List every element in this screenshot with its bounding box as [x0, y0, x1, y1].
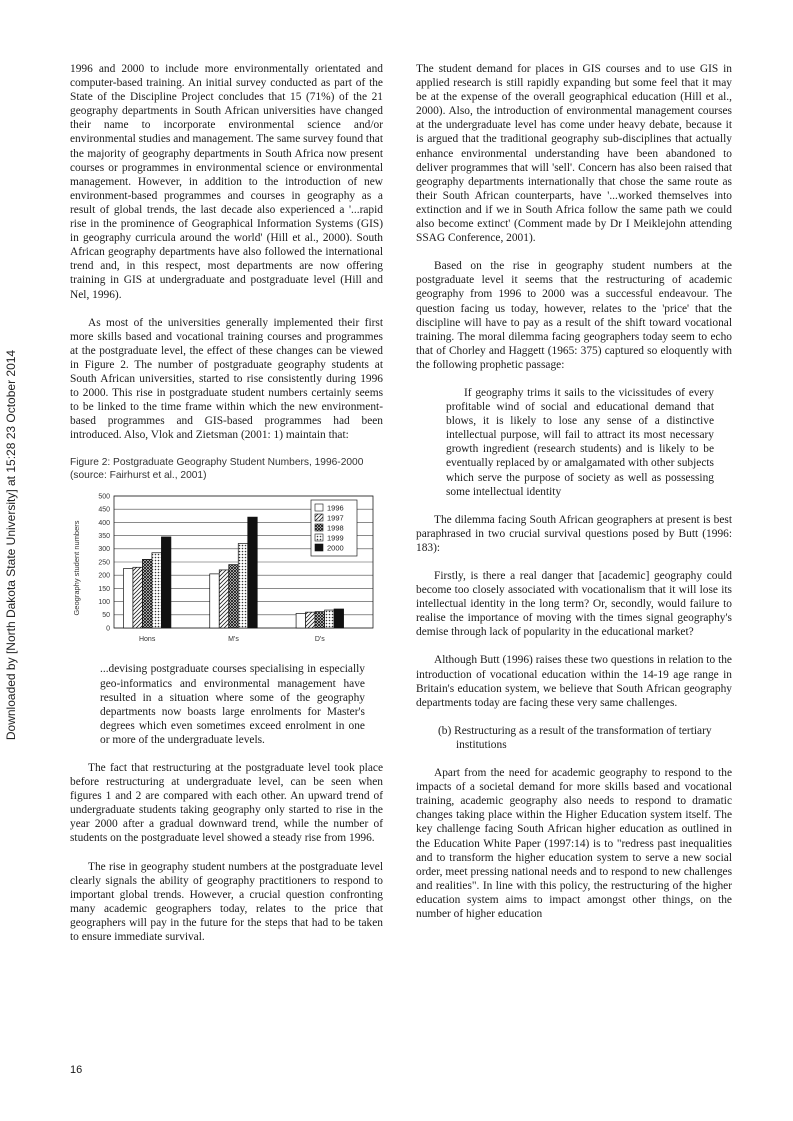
y-tick-label: 450: [98, 507, 110, 515]
chart-bar: [123, 569, 133, 628]
legend-swatch: [315, 514, 323, 521]
figure-caption: Figure 2: Postgraduate Geography Student Numbers, 1996-2000 (source: Fairhurst et al., 2001): [70, 457, 364, 482]
legend-label: 1996: [327, 503, 344, 513]
x-category-label: Hons: [138, 636, 156, 644]
legend-label: 1997: [327, 513, 344, 523]
right-paragraph-3: The dilemma facing South African geographers at present is best paraphrased in two crucial survival questions posed by Butt (1996: 183):: [416, 513, 732, 554]
legend-swatch: [315, 504, 323, 511]
x-category-label: D's: [314, 636, 325, 644]
chart-bar: [334, 609, 344, 628]
chart-bar: [161, 537, 171, 628]
legend-swatch: [315, 524, 323, 531]
right-paragraph-4: Firstly, is there a real danger that [academic] geography could become too closely associated with vocationalism that it will lose its intellectual identity in the long term? Or, secondly, would failure to realise the importance of moving with the times signal geography's demise through lack of popularity in the educational market?: [416, 570, 732, 639]
chart-bar: [152, 553, 162, 628]
right-paragraph-6: Apart from the need for academic geography to respond to the impacts of a societal demand for more skills based and vocational training, academic geography also needs to respond to dramatic changes taking place within the Higher Education system itself. The key challenge facing South African higher education as outlined in the Education White Paper (1997:14) is to "redress past inequalities and to transform the higher education system to serve a new social order, meet pressing national needs and to respond to new challenges and realities". In line with this policy, the restructuring of the higher education system aims to impact amongst other things, on the number of higher education: [416, 767, 732, 920]
download-watermark-text: Downloaded by [North Dakota State University] at 15:28 23 October 2014: [4, 349, 18, 741]
right-column: [416, 62, 732, 921]
chart-bar: [325, 610, 335, 628]
y-tick-label: 350: [98, 533, 110, 541]
chart-bar: [296, 614, 306, 629]
student-numbers-bar-chart: [70, 490, 383, 648]
chart-bar: [229, 565, 239, 628]
left-block-quote: ...devising postgraduate courses specialising in especially geo-informatics and environmental management have resulted in a situation where some of the geography departments now boasts large enrolments for Master's degrees which even sometimes exceed enrolment in one or more of the undergraduate levels.: [100, 663, 365, 746]
left-paragraph-4: The rise in geography student numbers at the postgraduate level clearly signals the ability of geography practitioners to respond to important global trends. However, a crucial question confronting many academic geographers today, relates to the price that geographers will pay in the future for the steps that had to be taken to ensure immediate survival.: [70, 860, 383, 944]
right-paragraph-5: Although Butt (1996) raises these two questions in relation to the introduction of vocational education within the 14-19 age range in Britain's education system, we believe that South African geography departments today are facing these very same challenges.: [416, 654, 732, 709]
right-paragraph-1: The student demand for places in GIS courses and to use GIS in applied research is still rapidly expanding but some feel that it may be at the expense of the overall geographical education (Hill et al., 2000). Also, the introduction of environmental management courses at the undergraduate level has come under heavy debate, because it is argued that the traditional geography sub-disciplines that actually enhance environmental understanding have been abandoned to deliver programmes that will 'sell'. Concern has also been raised that geography departments internationally that chose the same route as their South African counterparts, have '...worked themselves into extinction and if we in South Africa follow the same path we could also become extinct' (Comment made by Dr I Meiklejohn attending SSAG Conference, 2001).: [416, 63, 732, 245]
chart-bar: [248, 518, 258, 629]
y-tick-label: 400: [98, 520, 110, 528]
x-category-label: M's: [228, 636, 239, 644]
download-watermark: [0, 330, 22, 760]
left-column: [70, 62, 383, 944]
chart-y-axis-label: Geography student numbers: [72, 520, 81, 616]
chart-bar: [306, 613, 316, 629]
left-paragraph-2: As most of the universities generally implemented their first more skills based and vocational training courses and programmes at the postgraduate level, the effect of these changes can be viewed in Figure 2. The number of postgraduate geography students at South African universities, started to rise consistently during 1996 to 2000. This rise in postgraduate student numbers certainly seems to be linked to the time frame within which the new environment-based programmes and GIS-based programmes had been introduced. Also, Vlok and Zietsman (2001: 1) maintain that:: [70, 316, 383, 442]
y-tick-label: 150: [98, 586, 110, 594]
right-paragraph-2: Based on the rise in geography student numbers at the postgraduate level it seems that the restructuring of academic geography from 1996 to 2000 was a successful endeavour. The question facing us today, however, relates to the 'price' that the discipline will have to pay as a result of the shift toward vocational training. The moral dilemma facing geographers today seem to echo that of Chorley and Haggett (1965: 375) captured so eloquently with the following prophetic passage:: [416, 260, 732, 371]
left-paragraph-1: 1996 and 2000 to include more environmentally orientated and computer-based training. An initial survey conducted as part of the State of the Discipline Project concludes that 15 (71%) of the 21 geography departments in South African universities have changed their name to incorporate environmental science and/or environmental studies and management. The same survey found that the majority of geography departments in South Africa now present courses or programmes in environmental science or environmental management. However, in addition to the introduction of new environment-based programmes and courses in geography as a result of global trends, the last decade also experienced a '...rapid rise in the prominence of Geographical Information Systems (GIS) in geography curricula around the world' (Hill et al., 2000). South African geography departments have also followed the international trend and, in this respect, most departments are now offering training in GIS at undergraduate and postgraduate level (Hill and Nel, 1996).: [70, 63, 383, 301]
chart-bar: [219, 570, 229, 628]
y-tick-label: 50: [102, 612, 110, 620]
y-tick-label: 500: [98, 493, 110, 501]
chart-bar: [210, 574, 220, 628]
section-heading-b: (b) Restructuring as a result of the transformation of tertiary institutions: [438, 724, 712, 751]
legend-label: 1999: [327, 533, 344, 543]
chart-bar: [133, 568, 143, 629]
y-tick-label: 250: [98, 559, 110, 567]
legend-label: 2000: [327, 543, 344, 553]
chart-bar: [238, 544, 248, 628]
y-tick-label: 200: [98, 573, 110, 581]
y-tick-label: 300: [98, 546, 110, 554]
legend-swatch: [315, 534, 323, 541]
y-tick-label: 0: [106, 625, 110, 633]
y-tick-label: 100: [98, 599, 110, 607]
legend-swatch: [315, 544, 323, 551]
right-block-quote: If geography trims it sails to the vicissitudes of every profitable wind of social and educational demand that blows, it is likely to lose any sense of a distinctive intellectual purpose, will fail to attract its most necessary growth ingredient (research students) and is likely to be eventually replaced by or amalgamated with other subjects which serve the purpose of society as well as possessing some intellectual identity: [446, 386, 714, 498]
legend-label: 1998: [327, 523, 344, 533]
chart-bar: [315, 612, 325, 628]
chart-bar: [142, 560, 152, 629]
left-paragraph-3: The fact that restructuring at the postgraduate level took place before restructuring at undergraduate level, can be seen when figures 1 and 2 are compared with each other. An upward trend of undergraduate students taking geography only started to rise in the year 2000 after a gradual downward trend, while the number of students on the postgraduate level showed a steady rise from 1996.: [70, 762, 383, 845]
page-number: 16: [70, 1064, 83, 1076]
